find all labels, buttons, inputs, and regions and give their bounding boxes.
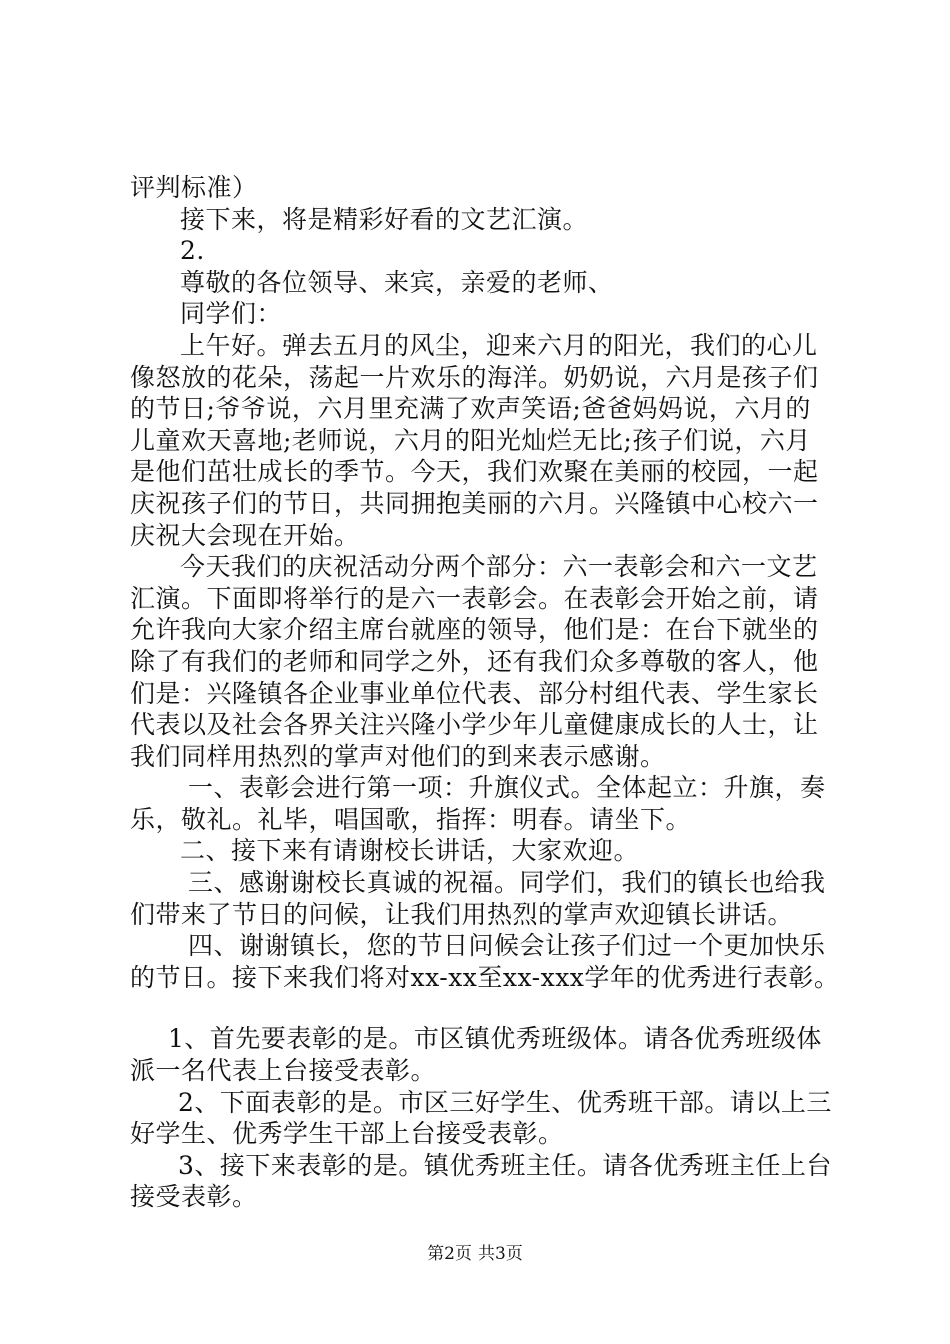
text-line: 同学们： bbox=[180, 299, 283, 329]
document-body bbox=[130, 172, 840, 1213]
text-line: 儿童欢天喜地;老师说，六月的阳光灿烂无比;孩子们说，六月 bbox=[130, 425, 811, 455]
page-number: 第2页 bbox=[427, 1244, 472, 1264]
text-line: 代表以及社会各界关注兴隆小学少年儿童健康成长的人士，让 bbox=[130, 710, 819, 740]
text-line: 2、下面表彰的是。市区三好学生、优秀班干部。请以上三 bbox=[178, 1087, 832, 1117]
text-line: 1、首先要表彰的是。市区镇优秀班级体。请各优秀班级体 bbox=[168, 1024, 822, 1054]
text-line: 3、接下来表彰的是。镇优秀班主任。请各优秀班主任上台 bbox=[178, 1150, 832, 1180]
text-line: 接受表彰。 bbox=[130, 1182, 258, 1212]
text-line: 汇演。下面即将举行的是六一表彰会。在表彰会开始之前，请 bbox=[130, 583, 819, 613]
text-line: 今天我们的庆祝活动分两个部分：六一表彰会和六一文艺 bbox=[180, 552, 818, 582]
text-line: 好学生、优秀学生干部上台接受表彰。 bbox=[130, 1119, 564, 1149]
text-line: 的节日;爷爷说，六月里充满了欢声笑语;爸爸妈妈说，六月的 bbox=[130, 394, 811, 424]
page-footer bbox=[0, 1244, 950, 1264]
text-line: 们是：兴隆镇各企业事业单位代表、部分村组代表、学生家长 bbox=[130, 678, 819, 708]
text-line: 派一名代表上台接受表彰。 bbox=[130, 1056, 437, 1086]
text-line: 我们同样用热烈的掌声对他们的到来表示感谢。 bbox=[130, 741, 666, 771]
text-line: 2. bbox=[180, 236, 205, 266]
text-line: 一、表彰会进行第一项：升旗仪式。全体起立：升旗，奏 bbox=[188, 773, 826, 803]
text-line: 评判标准） bbox=[130, 173, 258, 202]
text-line: 像怒放的花朵，荡起一片欢乐的海洋。奶奶说，六月是孩子们 bbox=[130, 362, 819, 392]
text-line: 接下来，将是精彩好看的文艺汇演。 bbox=[180, 204, 589, 234]
text-line: 四、谢谢镇长，您的节日问候会让孩子们过一个更加快乐 bbox=[188, 931, 826, 961]
text-line: 庆祝大会现在开始。 bbox=[130, 520, 360, 550]
text-line: 允许我向大家介绍主席台就座的领导，他们是：在台下就坐的 bbox=[130, 615, 819, 645]
text-line: 们带来了节日的问候，让我们用热烈的掌声欢迎镇长讲话。 bbox=[130, 899, 794, 929]
text-line: 尊敬的各位领导、来宾，亲爱的老师、 bbox=[180, 267, 614, 297]
text-line: 乐，敬礼。礼毕，唱国歌，指挥：明春。请坐下。 bbox=[130, 804, 692, 834]
text-line: 除了有我们的老师和同学之外，还有我们众多尊敬的客人，他 bbox=[130, 646, 819, 676]
text-line: 三、感谢谢校长真诚的祝福。同学们，我们的镇长也给我 bbox=[188, 868, 826, 898]
text-line: 上午好。弹去五月的风尘，迎来六月的阳光，我们的心儿 bbox=[180, 330, 818, 360]
text-line: 是他们茁壮成长的季节。今天，我们欢聚在美丽的校园，一起 bbox=[130, 457, 819, 487]
text-line: 的节日。接下来我们将对xx-xx至xx-xxx学年的优秀进行表彰。 bbox=[130, 962, 840, 992]
text-line: 庆祝孩子们的节日，共同拥抱美丽的六月。兴隆镇中心校六一 bbox=[130, 488, 819, 518]
text-line: 二、接下来有请谢校长讲话，大家欢迎。 bbox=[180, 836, 640, 866]
page-total: 共3页 bbox=[478, 1244, 523, 1264]
paragraph-gap bbox=[130, 993, 830, 1023]
